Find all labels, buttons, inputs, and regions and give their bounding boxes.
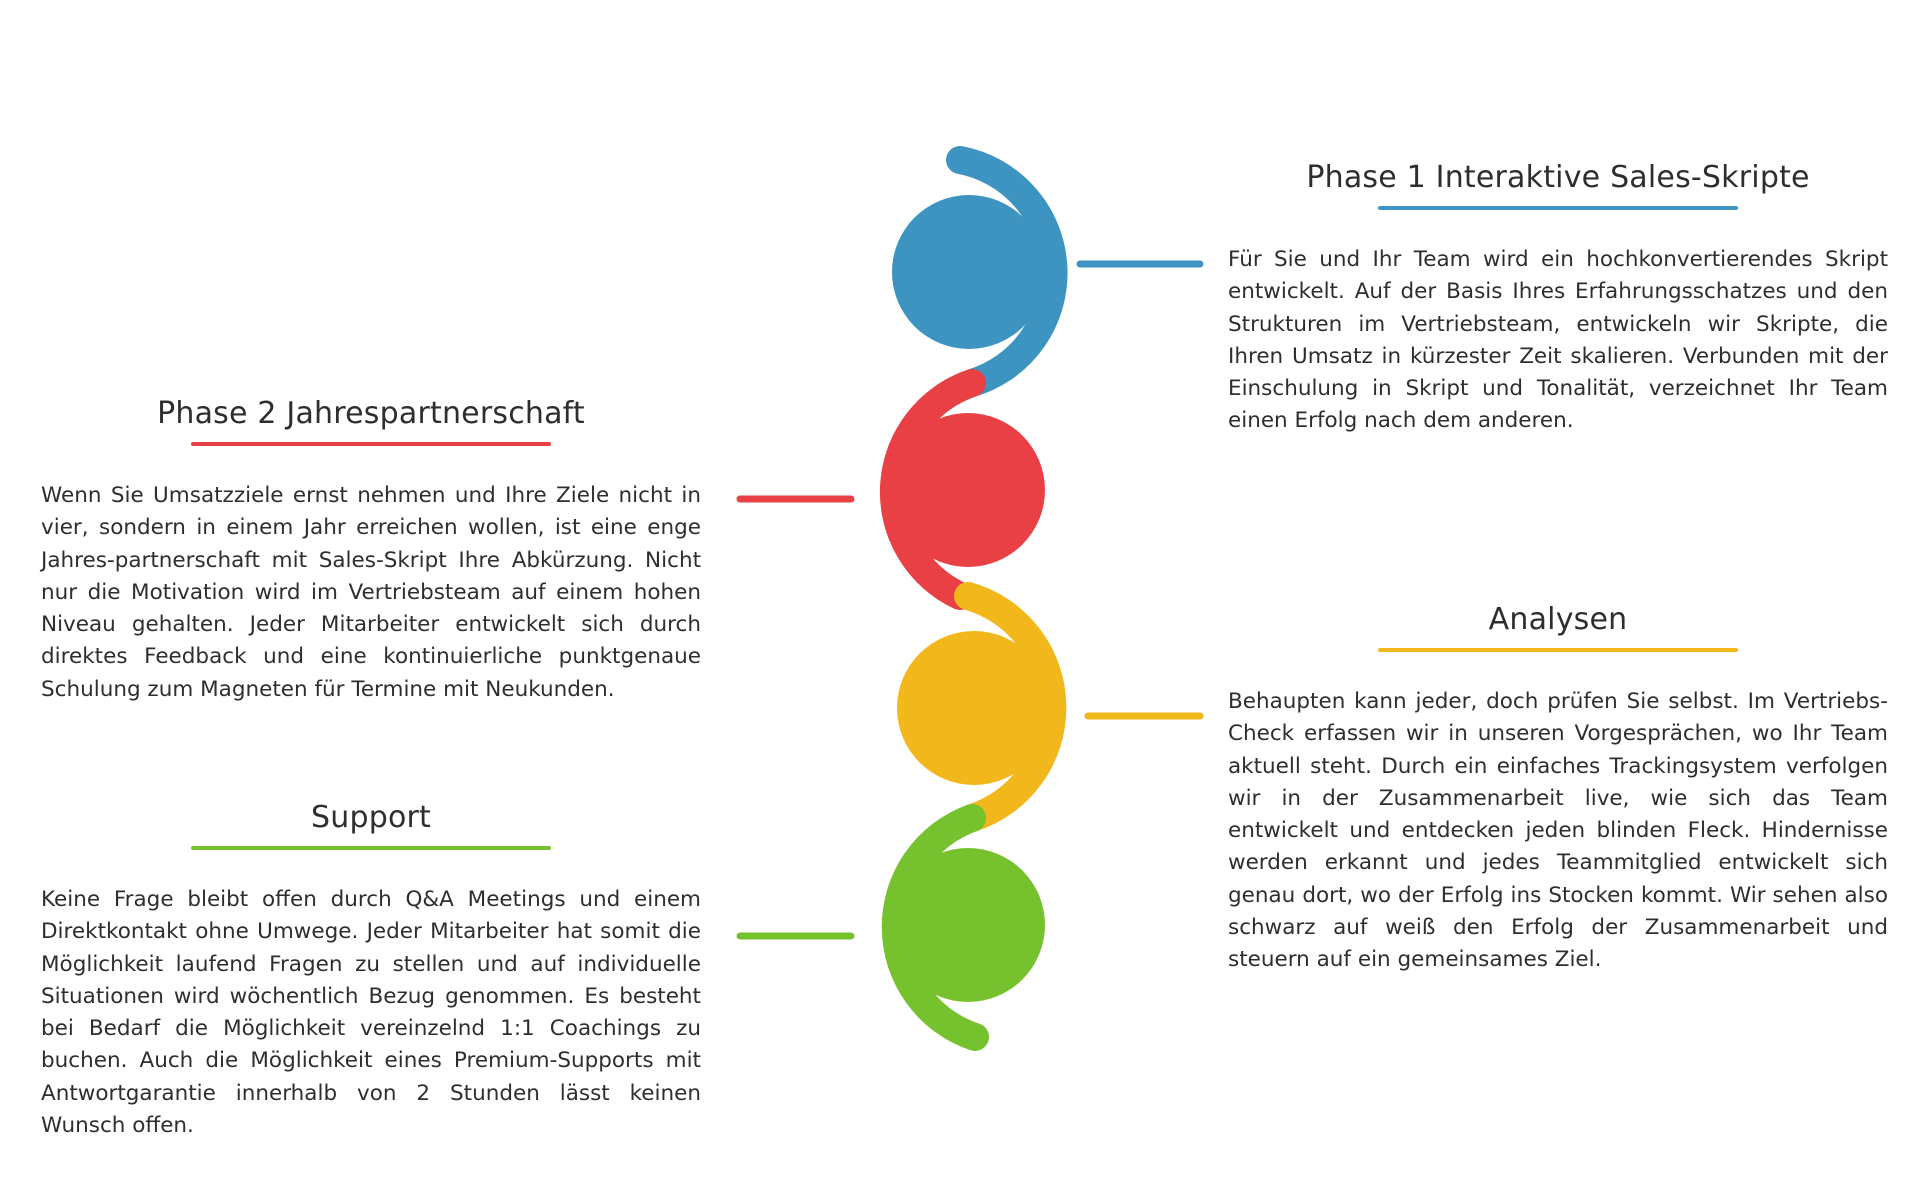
phase1-circle [892,195,1046,349]
support-underline [191,846,551,850]
analysen-underline [1378,648,1738,652]
phase2-title: Phase 2 Jahrespartnerschaft [157,396,585,431]
phase1-title: Phase 1 Interaktive Sales-Skripte [1306,160,1810,195]
support-title: Support [311,800,431,835]
phase1-section [1228,158,1888,438]
support-section [41,798,701,1142]
support-circle [891,848,1045,1002]
phase2-text: Wenn Sie Umsatzziele ernst nehmen und Ihre Ziele nicht in vier, sondern in einem Jahr erreichen wollen, ist eine enge Jahres-partnerschaft mit Sales-Skript Ihre Abkürzung. Nicht nur die Motivation wird im Vertriebsteam auf einem hohen Niveau gehalten. Jeder Mitarbeiter entwickelt sich durch direktes Feedback und eine kontinuierliche punktgenaue Schulung zum Magneten für Termine mit Neukunden. [41,483,701,702]
support-text: Keine Frage bleibt offen durch Q&A Meetings und einem Direktkontakt ohne Umwege. Jeder Mitarbeiter hat somit die Möglichkeit laufend Fragen zu stellen und auf individuelle Situationen wird wöchentlich Bezug genommen. Es besteht bei Bedarf die Möglichkeit vereinzelnd 1:1 Coachings zu buchen. Auch die Möglichkeit eines Premium-Supports mit Antwortgarantie innerhalb von 2 Stunden lässt keinen Wunsch offen. [41,887,701,1139]
analysen-section [1228,600,1888,977]
phase2-underline [191,442,551,446]
phase2-circle [891,413,1045,567]
phase2-section [41,394,701,706]
analysen-text: Behaupten kann jeder, doch prüfen Sie selbst. Im Vertriebs-Check erfassen wir in unseren Vorgesprächen, wo Ihr Team aktuell steht. Durch ein einfaches Trackingsystem verfolgen wir in der Zusammenarbeit live, wie sich das Team entwickelt und entdecken jeden blinden Fleck. Hindernisse werden erkannt und jedes Teammitglied entwickelt sich genau dort, wo der Erfolg ins Stocken kommt. Wir sehen also schwarz auf weiß den Erfolg der Zusammenarbeit und steuern auf ein gemeinsames Ziel. [1228,689,1888,973]
analysen-title: Analysen [1488,602,1628,637]
phase1-underline [1378,206,1738,210]
phase1-text: Für Sie und Ihr Team wird ein hochkonvertierendes Skript entwickelt. Auf der Basis Ihres Erfahrungsschatzes und den Strukturen im Vertriebsteam, entwickeln wir Skripte, die Ihren Umsatz in kürzester Zeit skalieren. Verbunden mit der Einschulung in Skript und Tonalität, verzeichnet Ihr Team einen Erfolg nach dem anderen. [1228,247,1888,434]
analysen-circle [897,631,1051,785]
